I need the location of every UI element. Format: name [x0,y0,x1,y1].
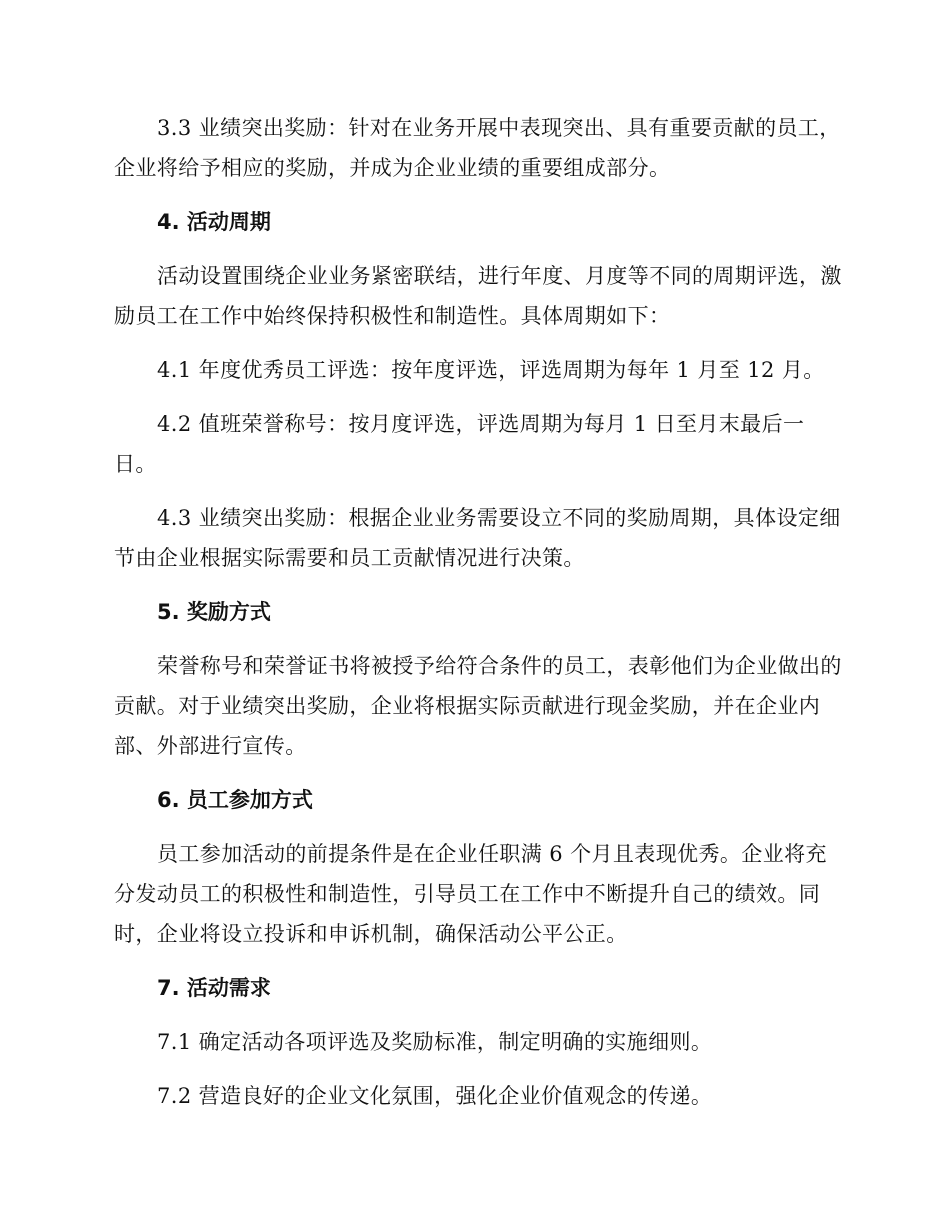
paragraph-4-3: 4.3 业绩突出奖励：根据企业业务需要设立不同的奖励周期，具体设定细节由企业根据实际需要和员工贡献情况进行决策。 [114,506,841,570]
document-body [114,108,844,1116]
paragraph-reward-method: 荣誉称号和荣誉证书将被授予给符合条件的员工，表彰他们为企业做出的贡献。对于业绩突出奖励，企业将根据实际贡献进行现金奖励，并在企业内部、外部进行宣传。 [114,654,842,758]
heading-reward-method: 5. 奖励方式 [157,600,271,624]
paragraph-cycle-intro: 活动设置围绕企业业务紧密联结，进行年度、月度等不同的周期评选，激励员工在工作中始终保持积极性和制造性。具体周期如下： [114,264,842,328]
heading-activity-requirements: 7. 活动需求 [157,976,271,1000]
paragraph-7-2: 7.2 营造良好的企业文化氛围，强化企业价值观念的传递。 [157,1084,713,1108]
paragraph-3-3: 3.3 业绩突出奖励：针对在业务开展中表现突出、具有重要贡献的员工，企业将给予相应的奖励，并成为企业业绩的重要组成部分。 [114,116,841,180]
heading-activity-cycle: 4. 活动周期 [157,210,271,234]
heading-participation: 6. 员工参加方式 [157,788,313,812]
paragraph-7-1: 7.1 确定活动各项评选及奖励标准，制定明确的实施细则。 [157,1030,713,1054]
paragraph-4-1: 4.1 年度优秀员工评选：按年度评选，评选周期为每年 1 月至 12 月。 [157,358,825,382]
paragraph-participation: 员工参加活动的前提条件是在企业任职满 6 个月且表现优秀。企业将充分发动员工的积极性和制造性，引导员工在工作中不断提升自己的绩效。同时，企业将设立投诉和申诉机制，确保活动公平公正。 [114,842,827,946]
paragraph-4-2: 4.2 值班荣誉称号：按月度评选，评选周期为每月 1 日至月末最后一日。 [114,412,805,476]
